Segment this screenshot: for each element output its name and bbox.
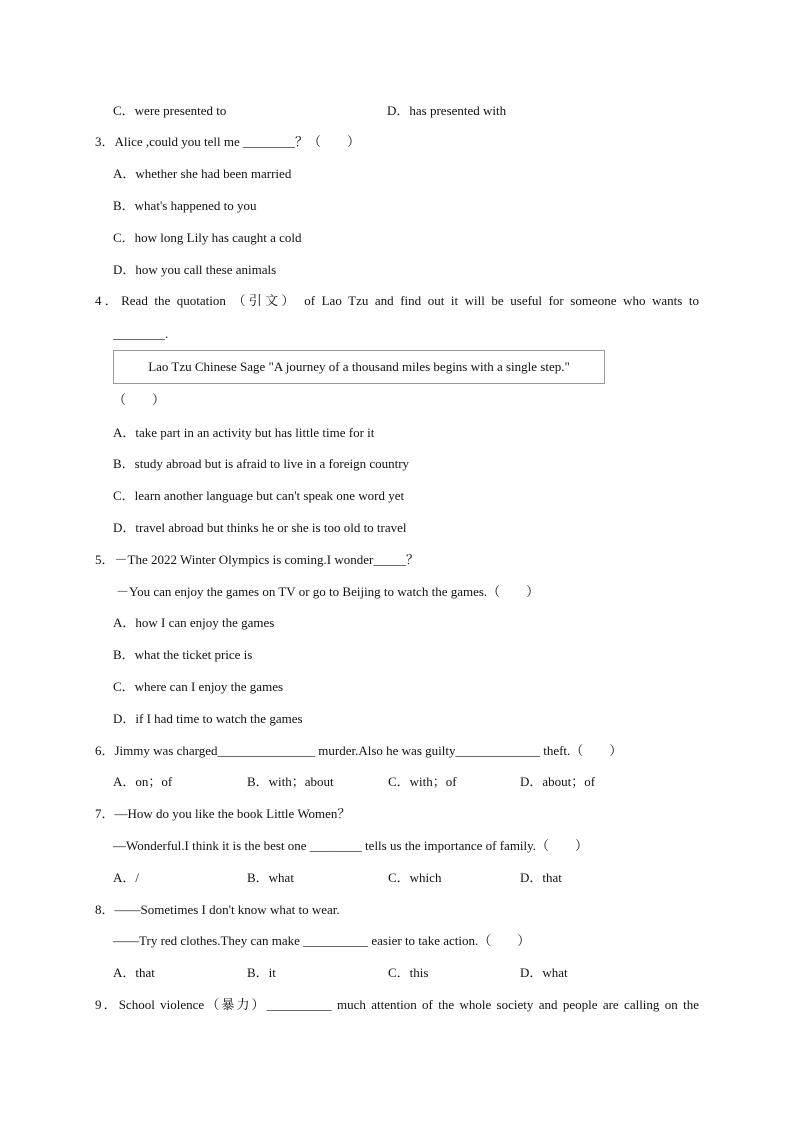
q6-stem: 6．Jimmy was charged_______________ murder.Also he was guilty_____________ theft.（ ） <box>95 743 623 758</box>
q5-stem: 5．－The 2022 Winter Olympics is coming.I wonder_____？ <box>95 552 419 567</box>
q7-reply: —Wonderful.I think it is the best one ________ tells us the importance of family.（ ） <box>113 838 589 853</box>
q5-option-d: D．if I had time to watch the games <box>113 711 303 726</box>
q3-option-a: A．whether she had been married <box>113 166 292 181</box>
q7-option-b: B．what <box>247 870 294 885</box>
q7-option-a: A．/ <box>113 870 140 885</box>
q4-stem-line1: 4．Read the quotation （引文） of Lao Tzu and find out it will be useful for someone who wants to <box>95 293 699 308</box>
q9-stem-line1: 9．School violence（暴力）__________ much attention of the whole society and people are calling on the <box>95 997 699 1012</box>
q3-option-c: C．how long Lily has caught a cold <box>113 230 302 245</box>
q6-option-c: C．with；of <box>388 774 457 789</box>
q5-reply: －You can enjoy the games on TV or go to Beijing to watch the games.（ ） <box>116 584 540 599</box>
q7-option-c: C．which <box>388 870 442 885</box>
q8-stem: 8．——Sometimes I don't know what to wear. <box>95 902 340 917</box>
q5-option-c: C．where can I enjoy the games <box>113 679 284 694</box>
q2-option-c: C．were presented to <box>113 103 227 118</box>
q6-option-d: D．about；of <box>520 774 596 789</box>
q8-option-d: D．what <box>520 965 568 980</box>
q4-option-a: A．take part in an activity but has little time for it <box>113 425 375 440</box>
q4-answer-paren: （ ） <box>113 392 166 407</box>
q6-option-b: B．with；about <box>247 774 334 789</box>
q4-option-b: B．study abroad but is afraid to live in a foreign country <box>113 456 410 471</box>
q4-quotation-box: Lao Tzu Chinese Sage "A journey of a thousand miles begins with a single step." <box>113 350 605 384</box>
q8-option-b: B．it <box>247 965 276 980</box>
q6-option-a: A．on；of <box>113 774 173 789</box>
q5-option-b: B．what the ticket price is <box>113 647 253 662</box>
q4-option-d: D．travel abroad but thinks he or she is too old to travel <box>113 520 407 535</box>
q8-option-c: C．this <box>388 965 429 980</box>
q7-option-d: D．that <box>520 870 562 885</box>
q7-stem: 7．—How do you like the book Little Women？ <box>95 806 351 821</box>
q4-option-c: C．learn another language but can't speak one word yet <box>113 488 405 503</box>
q5-option-a: A．how I can enjoy the games <box>113 615 275 630</box>
q4-stem-line2: ________. <box>113 326 169 341</box>
q2-option-d: D．has presented with <box>387 103 507 118</box>
q8-reply: ——Try red clothes.They can make __________ easier to take action.（ ） <box>113 933 531 948</box>
q8-option-a: A．that <box>113 965 155 980</box>
q3-option-d: D．how you call these animals <box>113 262 277 277</box>
q3-option-b: B．what's happened to you <box>113 198 257 213</box>
q3-stem: 3．Alice ,could you tell me ________？（ ） <box>95 134 361 149</box>
